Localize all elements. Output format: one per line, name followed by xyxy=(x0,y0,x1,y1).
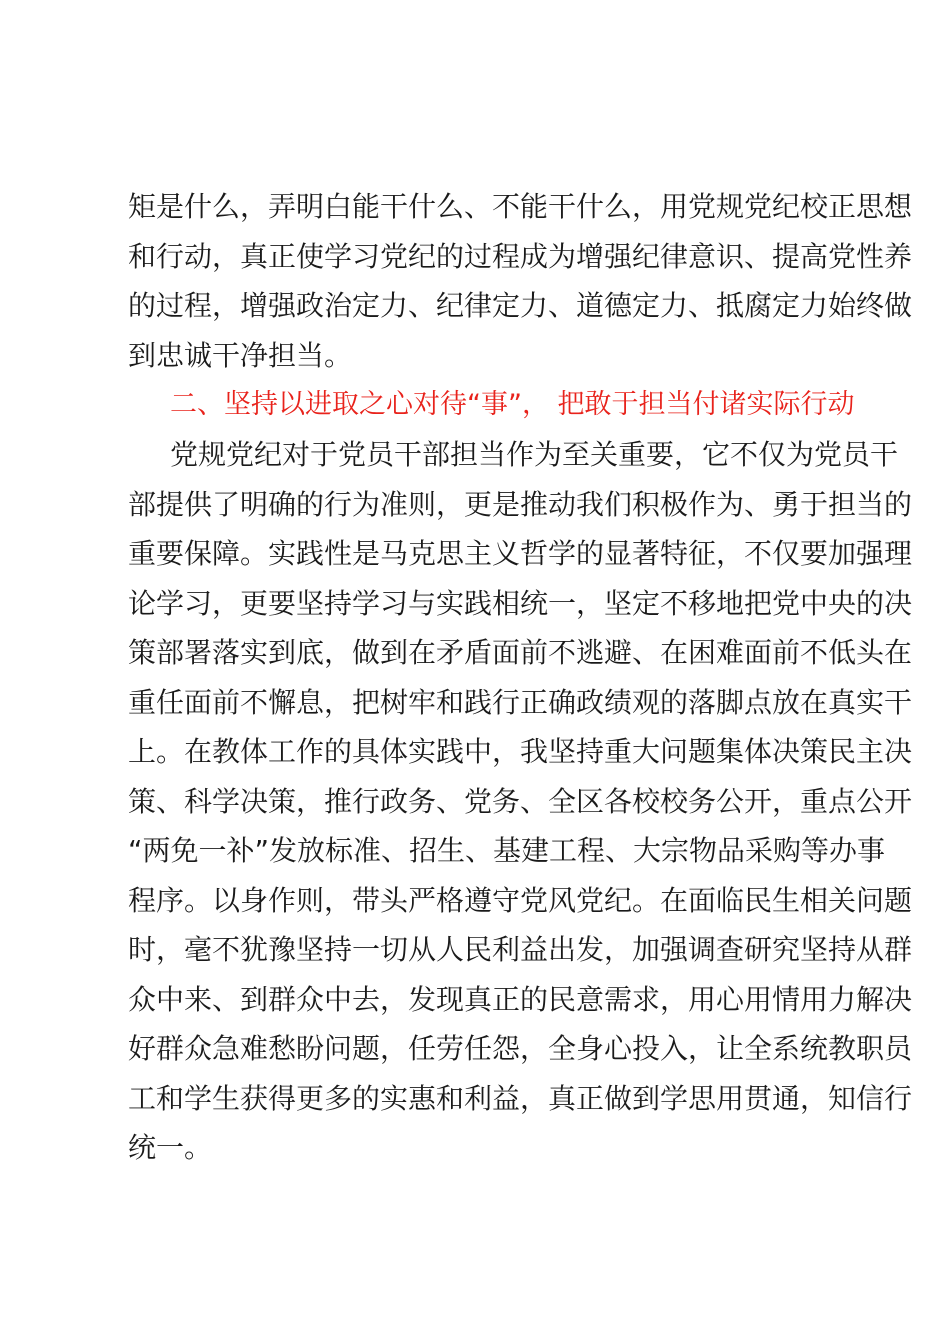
continuation-paragraph xyxy=(128,182,913,380)
paragraph-line: 党规党纪对于党员干部担当作为至关重要，它不仅为党员干 xyxy=(170,438,899,471)
paragraph-line: 策、科学决策，推行政务、党务、全区各校校务公开，重点公开 xyxy=(128,784,913,818)
paragraph-line: 重任面前不懈息，把树牢和践行正确政绩观的落脚点放在真实干 xyxy=(128,685,913,719)
paragraph-line: 程序。以身作则，带头严格遵守党风党纪。在面临民生相关问题 xyxy=(128,883,913,917)
paragraph-line: 的过程，增强政治定力、纪律定力、道德定力、抵腐定力始终做 xyxy=(128,289,913,322)
paragraph-line: 工和学生获得更多的实惠和利益，真正做到学思用贯通，知信行 xyxy=(128,1081,913,1115)
paragraph-line: 和行动，真正使学习党纪的过程成为增强纪律意识、提高党性养 xyxy=(128,239,913,273)
paragraph-line: 策部署落实到底，做到在矛盾面前不逃避、在困难面前不低头在 xyxy=(128,636,913,669)
paragraph-line: 矩是什么，弄明白能干什么、不能干什么，用党规党纪校正思想 xyxy=(128,190,913,223)
paragraph-line: 论学习，更要坚持学习与实践相统一，坚定不移地把党中央的决 xyxy=(128,586,913,620)
paragraph-line: “两免一补”发放标准、招生、基建工程、大宗物品采购等办事 xyxy=(128,834,886,867)
paragraph-line: 重要保障。实践性是马克思主义哲学的显著特征，不仅要加强理 xyxy=(128,537,913,570)
paragraph-line: 众中来、到群众中去，发现真正的民意需求，用心用情用力解决 xyxy=(128,982,913,1016)
paragraph-line: 好群众急难愁盼问题，任劳任怨，全身心投入，让全系统教职员 xyxy=(128,1032,913,1065)
body-paragraph xyxy=(128,430,913,1173)
paragraph-line: 统一。 xyxy=(128,1131,213,1164)
paragraph-line: 时，毫不犹豫坚持一切从人民利益出发，加强调查研究坚持从群 xyxy=(128,933,913,966)
section-heading: 二、坚持以进取之心对待“事”， 把敢于担当付诸实际行动 xyxy=(170,389,855,420)
paragraph-line: 到忠诚干净担当。 xyxy=(128,338,353,372)
paragraph-line: 部提供了明确的行为准则，更是推动我们积极作为、勇于担当的 xyxy=(128,487,913,521)
paragraph-line: 上。在教体工作的具体实践中，我坚持重大问题集体决策民主决 xyxy=(128,735,913,768)
